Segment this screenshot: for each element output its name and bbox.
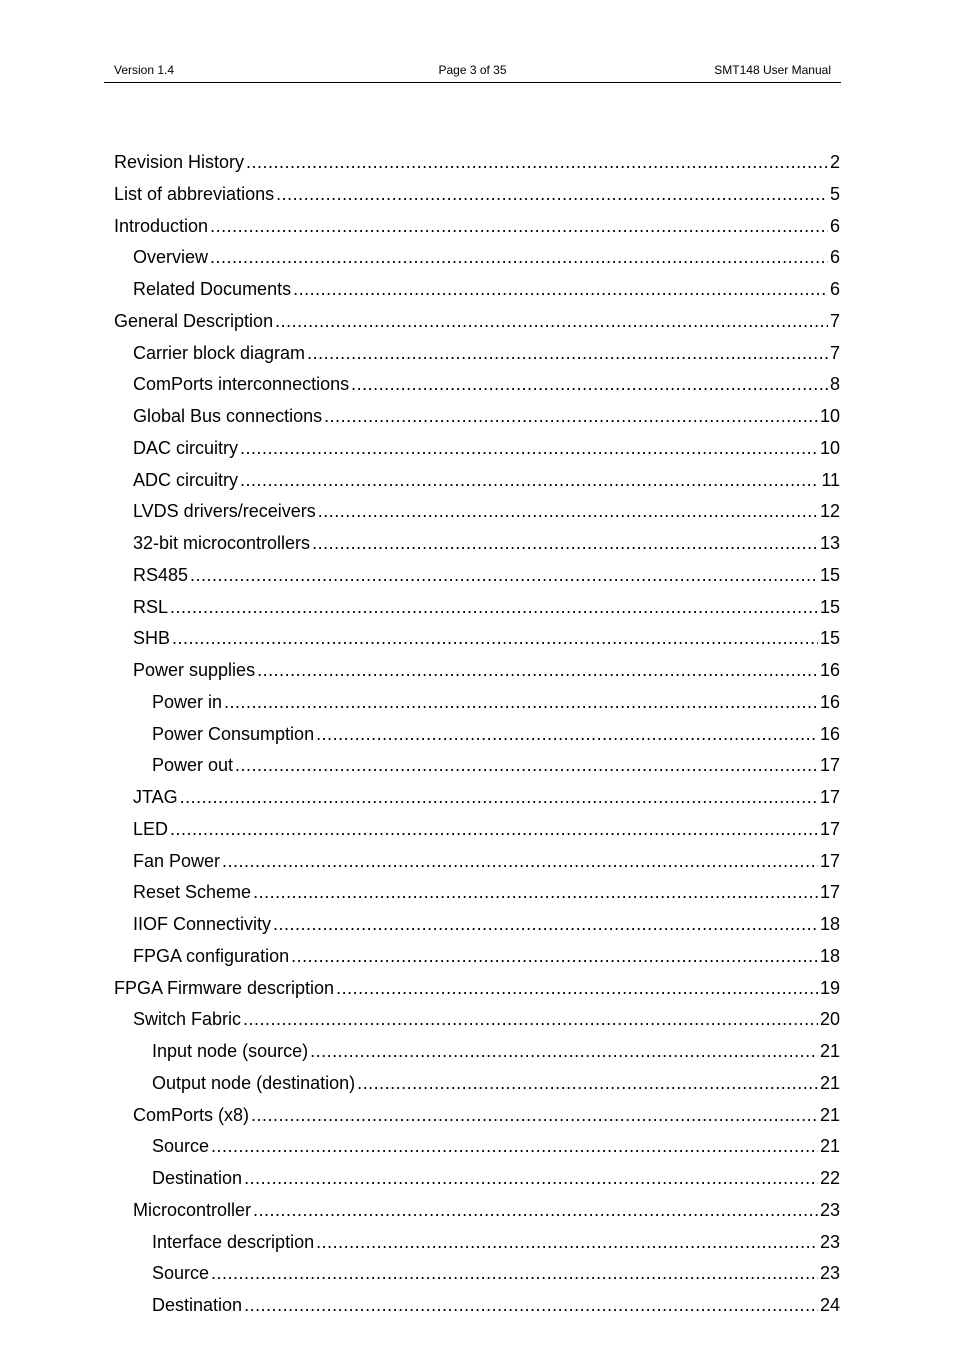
toc-entry-title[interactable]: Introduction	[114, 215, 209, 236]
toc-entry-page-number[interactable]: 17	[819, 850, 840, 871]
toc-dot-leader	[291, 944, 818, 968]
toc-entry-title[interactable]: ComPorts (x8)	[133, 1104, 250, 1125]
toc-entry-title[interactable]: Source	[152, 1263, 210, 1284]
toc-entry-title[interactable]: Power in	[152, 691, 223, 712]
toc-entry[interactable]	[114, 499, 840, 531]
toc-entry-page-number[interactable]: 21	[819, 1041, 840, 1061]
toc-dot-leader	[316, 722, 818, 746]
toc-entry[interactable]	[114, 1134, 840, 1166]
toc-dot-leader	[251, 1103, 818, 1127]
toc-entry-page-number[interactable]: 17	[819, 882, 840, 903]
toc-dot-leader	[318, 499, 818, 523]
toc-dot-leader	[310, 1039, 818, 1063]
toc-entry-title[interactable]: Power Consumption	[152, 723, 315, 744]
toc-dot-leader	[235, 753, 818, 777]
toc-dot-leader	[357, 1071, 818, 1095]
toc-dot-leader	[253, 1198, 818, 1222]
toc-entry[interactable]	[114, 436, 840, 468]
toc-entry[interactable]	[114, 182, 840, 214]
toc-entry[interactable]	[114, 341, 840, 373]
toc-dot-leader	[211, 1261, 818, 1285]
toc-entry-title[interactable]: General Description	[114, 310, 274, 331]
toc-entry-title[interactable]: Output node (destination)	[152, 1072, 356, 1093]
toc-entry-title[interactable]: IIOF Connectivity	[133, 914, 272, 934]
toc-dot-leader	[275, 309, 828, 333]
toc-entry-page-number[interactable]: 17	[819, 818, 840, 839]
toc-entry-title[interactable]: 32-bit microcontrollers	[133, 533, 311, 553]
toc-entry-page-number[interactable]: 15	[819, 596, 840, 617]
toc-entry[interactable]	[114, 690, 840, 722]
toc-entry-title[interactable]: Destination	[152, 1295, 243, 1315]
toc-entry-title[interactable]: RSL	[133, 596, 169, 617]
toc-entry[interactable]	[114, 309, 840, 341]
toc-entry-page-number[interactable]: 22	[819, 1168, 840, 1188]
page-number: Page 3 of 35	[438, 63, 507, 77]
toc-entry[interactable]	[114, 880, 840, 912]
toc-entry-page-number[interactable]: 15	[819, 564, 840, 585]
toc-dot-leader	[224, 690, 818, 714]
toc-dot-leader	[180, 785, 818, 809]
toc-dot-leader	[307, 341, 828, 365]
toc-entry[interactable]	[114, 1071, 840, 1103]
toc-entry[interactable]	[114, 277, 840, 309]
toc-entry[interactable]	[114, 563, 840, 595]
toc-entry-page-number[interactable]: 24	[819, 1295, 840, 1315]
toc-entry-page-number[interactable]: 12	[819, 501, 840, 522]
toc-entry[interactable]	[114, 912, 840, 944]
toc-entry-page-number[interactable]: 8	[829, 374, 840, 395]
toc-entry[interactable]	[114, 468, 840, 500]
toc-dot-leader	[240, 468, 819, 492]
toc-entry-page-number[interactable]: 6	[829, 247, 840, 268]
toc-entry-page-number[interactable]: 10	[819, 437, 840, 458]
toc-entry-page-number[interactable]: 23	[819, 1231, 840, 1252]
toc-entry-title[interactable]: ComPorts interconnections	[133, 374, 350, 395]
toc-dot-leader	[222, 849, 818, 873]
toc-entry[interactable]	[114, 245, 840, 277]
toc-entry-page-number[interactable]: 11	[821, 469, 840, 490]
toc-dot-leader	[276, 182, 828, 206]
toc-dot-leader	[244, 1293, 818, 1317]
toc-dot-leader	[170, 595, 818, 619]
toc-entry-title[interactable]: FPGA configuration	[133, 945, 290, 966]
toc-entry-title[interactable]: Fan Power	[133, 850, 221, 871]
toc-entry-page-number[interactable]: 2	[829, 152, 840, 172]
toc-dot-leader	[316, 1230, 818, 1254]
toc-entry-title[interactable]: Power out	[152, 755, 234, 776]
toc-entry-title[interactable]: List of abbreviations	[114, 183, 275, 204]
toc-entry-page-number[interactable]: 15	[819, 628, 840, 649]
toc-entry-title[interactable]: ADC circuitry	[133, 469, 239, 490]
toc-dot-leader	[312, 531, 818, 555]
toc-entry-title[interactable]: JTAG	[133, 787, 178, 807]
toc-entry-page-number[interactable]: 13	[819, 533, 840, 553]
toc-entry-title[interactable]: Global Bus connections	[133, 406, 323, 426]
toc-dot-leader	[246, 150, 828, 174]
toc-entry[interactable]	[114, 658, 840, 690]
toc-dot-leader	[324, 404, 818, 428]
toc-dot-leader	[257, 658, 818, 682]
page-header	[104, 61, 841, 83]
toc-entry-page-number[interactable]: 5	[829, 183, 840, 204]
toc-entry-page-number[interactable]: 16	[819, 691, 840, 712]
toc-entry[interactable]	[114, 817, 840, 849]
toc-dot-leader	[210, 214, 828, 238]
toc-entry-page-number[interactable]: 17	[819, 755, 840, 776]
toc-entry[interactable]	[114, 214, 840, 246]
toc-entry-title[interactable]: RS485	[133, 564, 189, 585]
toc-dot-leader	[172, 626, 818, 650]
toc-dot-leader	[293, 277, 828, 301]
toc-dot-leader	[273, 912, 818, 936]
toc-entry-page-number[interactable]: 10	[819, 406, 840, 426]
toc-entry[interactable]	[114, 1230, 840, 1262]
toc-entry[interactable]	[114, 1039, 840, 1071]
toc-entry[interactable]	[114, 531, 840, 563]
document-title: SMT148 User Manual	[714, 63, 831, 77]
toc-entry-title[interactable]: Source	[152, 1136, 210, 1157]
toc-entry-page-number[interactable]: 7	[829, 342, 840, 363]
toc-entry[interactable]	[114, 753, 840, 785]
toc-entry-page-number[interactable]: 21	[819, 1104, 840, 1125]
toc-entry-page-number[interactable]: 6	[829, 279, 840, 299]
toc-dot-leader	[240, 436, 818, 460]
toc-entry-title[interactable]: Reset Scheme	[133, 882, 252, 903]
toc-entry[interactable]	[114, 944, 840, 976]
toc-entry[interactable]	[114, 1166, 840, 1198]
toc-entry-title[interactable]: FPGA Firmware description	[114, 977, 335, 998]
toc-entry-page-number[interactable]: 16	[819, 660, 840, 680]
document-version: Version 1.4	[114, 63, 175, 77]
toc-entry[interactable]	[114, 372, 840, 404]
toc-entry-title[interactable]: Switch Fabric	[133, 1009, 242, 1030]
toc-entry[interactable]	[114, 1293, 840, 1325]
toc-dot-leader	[351, 372, 828, 396]
toc-entry[interactable]	[114, 150, 840, 182]
toc-entry-title[interactable]: Destination	[152, 1168, 243, 1188]
toc-dot-leader	[243, 1007, 818, 1031]
toc-entry[interactable]	[114, 1103, 840, 1135]
toc-entry-page-number[interactable]: 19	[819, 977, 840, 998]
toc-dot-leader	[211, 1134, 818, 1158]
toc-dot-leader	[336, 976, 818, 1000]
toc-dot-leader	[244, 1166, 818, 1190]
toc-entry-title[interactable]: Input node (source)	[152, 1041, 309, 1061]
toc-entry[interactable]	[114, 595, 840, 627]
toc-entry[interactable]	[114, 1007, 840, 1039]
toc-entry-title[interactable]: Revision History	[114, 152, 245, 172]
toc-entry-page-number[interactable]: 17	[819, 787, 840, 807]
toc-entry[interactable]	[114, 785, 840, 817]
toc-entry-page-number[interactable]: 23	[819, 1199, 840, 1220]
toc-entry-title[interactable]: Power supplies	[133, 660, 256, 680]
table-of-contents	[114, 150, 840, 1325]
toc-entry[interactable]	[114, 1198, 840, 1230]
toc-entry-page-number[interactable]: 16	[819, 723, 840, 744]
toc-entry-title[interactable]: Microcontroller	[133, 1199, 252, 1220]
toc-entry-title[interactable]: Interface description	[152, 1231, 315, 1252]
toc-dot-leader	[170, 817, 818, 841]
toc-dot-leader	[253, 880, 818, 904]
toc-entry-page-number[interactable]: 20	[819, 1009, 840, 1030]
toc-entry-title[interactable]: Overview	[133, 247, 209, 268]
toc-dot-leader	[210, 245, 828, 269]
toc-entry[interactable]	[114, 1261, 840, 1293]
toc-entry-page-number[interactable]: 18	[819, 945, 840, 966]
toc-entry-page-number[interactable]: 21	[819, 1136, 840, 1157]
toc-entry[interactable]	[114, 722, 840, 754]
toc-entry-page-number[interactable]: 21	[819, 1072, 840, 1093]
toc-entry-page-number[interactable]: 18	[819, 914, 840, 934]
toc-entry[interactable]	[114, 976, 840, 1008]
toc-entry[interactable]	[114, 849, 840, 881]
toc-entry[interactable]	[114, 626, 840, 658]
toc-entry[interactable]	[114, 404, 840, 436]
toc-entry-title[interactable]: SHB	[133, 628, 171, 649]
toc-entry-title[interactable]: LED	[133, 818, 169, 839]
toc-entry-page-number[interactable]: 23	[819, 1263, 840, 1284]
toc-entry-page-number[interactable]: 7	[829, 310, 840, 331]
toc-entry-title[interactable]: DAC circuitry	[133, 437, 239, 458]
toc-entry-page-number[interactable]: 6	[829, 215, 840, 236]
toc-dot-leader	[190, 563, 818, 587]
toc-entry-title[interactable]: LVDS drivers/receivers	[133, 501, 316, 522]
toc-entry-title[interactable]: Related Documents	[133, 279, 292, 299]
toc-entry-title[interactable]: Carrier block diagram	[133, 342, 306, 363]
